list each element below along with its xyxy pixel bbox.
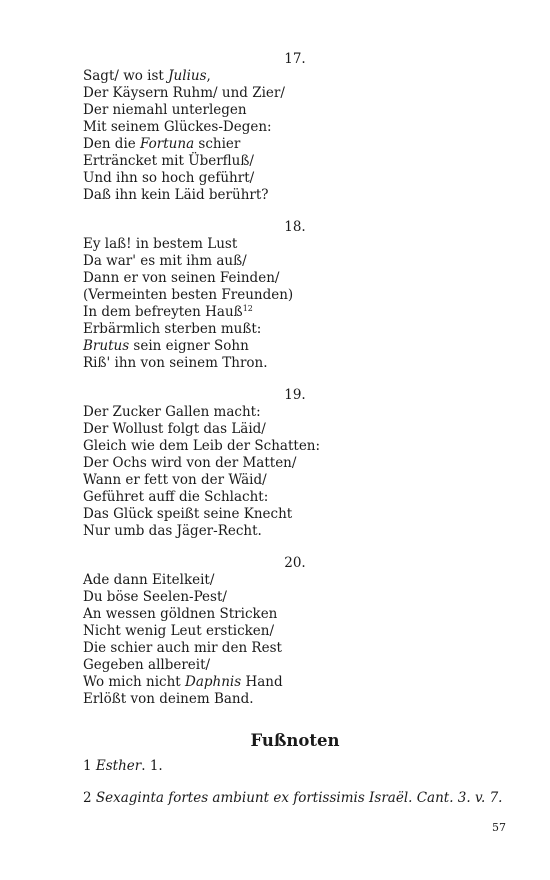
- verse-line: [83, 287, 463, 304]
- footnote-reference[interactable]: 12: [242, 304, 253, 313]
- text-run: sein eigner Sohn: [129, 338, 249, 354]
- verse-line: [83, 472, 463, 489]
- verse-line: [83, 657, 463, 674]
- stanza-20: [83, 555, 463, 708]
- verse-line: [83, 236, 463, 253]
- verse-line: [83, 153, 463, 170]
- stanza-lines: [83, 68, 463, 204]
- text-run: (Vermeinten besten Freunden): [83, 287, 294, 303]
- text-run: Die schier auch mir den Rest: [83, 640, 282, 656]
- verse-line: [83, 136, 463, 153]
- text-run: Der niemahl unterlegen: [83, 102, 247, 118]
- italic-text: Brutus: [83, 338, 130, 354]
- text-run: Da war' es mit ihm auß/: [83, 253, 247, 269]
- verse-line: [83, 523, 463, 540]
- text-run: Erträncket mit Überfluß/: [83, 153, 254, 169]
- text-run: Der Zucker Gallen macht:: [83, 404, 261, 420]
- italic-text: Daphnis: [185, 674, 242, 690]
- italic-text: Julius: [168, 68, 207, 84]
- text-run: Sagt/ wo ist: [83, 68, 169, 84]
- footnote-2: [83, 790, 502, 807]
- text-run: Der Wollust folgt das Läid/: [83, 421, 266, 437]
- stanza-number: 17.: [284, 51, 306, 67]
- verse-line: [83, 68, 463, 85]
- text-run: An wessen göldnen Stricken: [83, 606, 278, 622]
- verse-line: [83, 404, 463, 421]
- verse-line: [83, 438, 463, 455]
- text-run: Hand: [241, 674, 283, 690]
- text-run: Mit seinem Glückes-Degen:: [83, 119, 272, 135]
- text-run: Geführet auff die Schlacht:: [83, 489, 269, 505]
- footnote-1: [83, 758, 163, 775]
- text-run: Das Glück speißt seine Knecht: [83, 506, 293, 522]
- stanza-lines: [83, 236, 463, 372]
- verse-line: [83, 572, 463, 589]
- verse-line: [83, 623, 463, 640]
- verse-line: [83, 640, 463, 657]
- text-run: ,: [206, 68, 211, 84]
- italic-text: Fortuna: [140, 136, 195, 152]
- verse-line: [83, 321, 463, 338]
- stanza-19: [83, 387, 463, 540]
- verse-line: [83, 674, 463, 691]
- text-run: Den die: [83, 136, 141, 152]
- text-run: 1: [83, 758, 96, 774]
- stanza-number: 20.: [284, 555, 306, 571]
- stanza-18: [83, 219, 463, 372]
- text-run: Riß' ihn von seinem Thron.: [83, 355, 268, 371]
- text-run: 2: [83, 790, 96, 806]
- stanza-lines: [83, 572, 463, 708]
- text-run: Erlößt von deinem Band.: [83, 691, 254, 707]
- verse-line: [83, 170, 463, 187]
- verse-line: [83, 506, 463, 523]
- text-run: Ey laß! in bestem Lust: [83, 236, 238, 252]
- text-run: Und ihn so hoch geführt/: [83, 170, 255, 186]
- text-run: Daß ihn kein Läid berührt?: [83, 187, 269, 203]
- verse-line: [83, 691, 463, 708]
- verse-line: [83, 455, 463, 472]
- verse-line: [83, 253, 463, 270]
- text-run: In dem befreyten Hauß: [83, 304, 243, 320]
- verse-line: [83, 489, 463, 506]
- italic-text: Esther: [95, 758, 142, 774]
- verse-line: [83, 338, 463, 355]
- stanza-lines: [83, 404, 463, 540]
- verse-line: [83, 421, 463, 438]
- italic-text: Sexaginta fortes ambiunt ex fortissimis Israël. Cant. 3. v. 7.: [95, 790, 503, 806]
- stanza-number: 19.: [284, 387, 306, 403]
- text-run: . 1.: [141, 758, 163, 774]
- text-run: Erbärmlich sterben mußt:: [83, 321, 262, 337]
- verse-line: [83, 187, 463, 204]
- text-run: Der Käysern Ruhm/ und Zier/: [83, 85, 285, 101]
- stanza-number: 18.: [284, 219, 306, 235]
- text-run: Der Ochs wird von der Matten/: [83, 455, 297, 471]
- verse-line: [83, 304, 463, 321]
- text-run: Nicht wenig Leut ersticken/: [83, 623, 275, 639]
- text-run: Du böse Seelen-Pest/: [83, 589, 227, 605]
- verse-line: [83, 270, 463, 287]
- verse-line: [83, 85, 463, 102]
- text-run: Wann er fett von der Wäid/: [83, 472, 267, 488]
- verse-line: [83, 119, 463, 136]
- text-run: Wo mich nicht: [83, 674, 186, 690]
- text-run: Gleich wie dem Leib der Schatten:: [83, 438, 321, 454]
- text-run: Gegeben allbereit/: [83, 657, 211, 673]
- verse-line: [83, 102, 463, 119]
- text-run: Nur umb das Jäger-Recht.: [83, 523, 262, 539]
- text-run: schier: [194, 136, 241, 152]
- page-number: 57: [492, 821, 506, 834]
- verse-line: [83, 606, 463, 623]
- text-run: Ade dann Eitelkeit/: [83, 572, 215, 588]
- verse-line: [83, 589, 463, 606]
- verse-line: [83, 355, 463, 372]
- footnotes-heading: Fußnoten: [250, 731, 340, 750]
- text-run: Dann er von seinen Feinden/: [83, 270, 280, 286]
- stanza-17: [83, 51, 463, 204]
